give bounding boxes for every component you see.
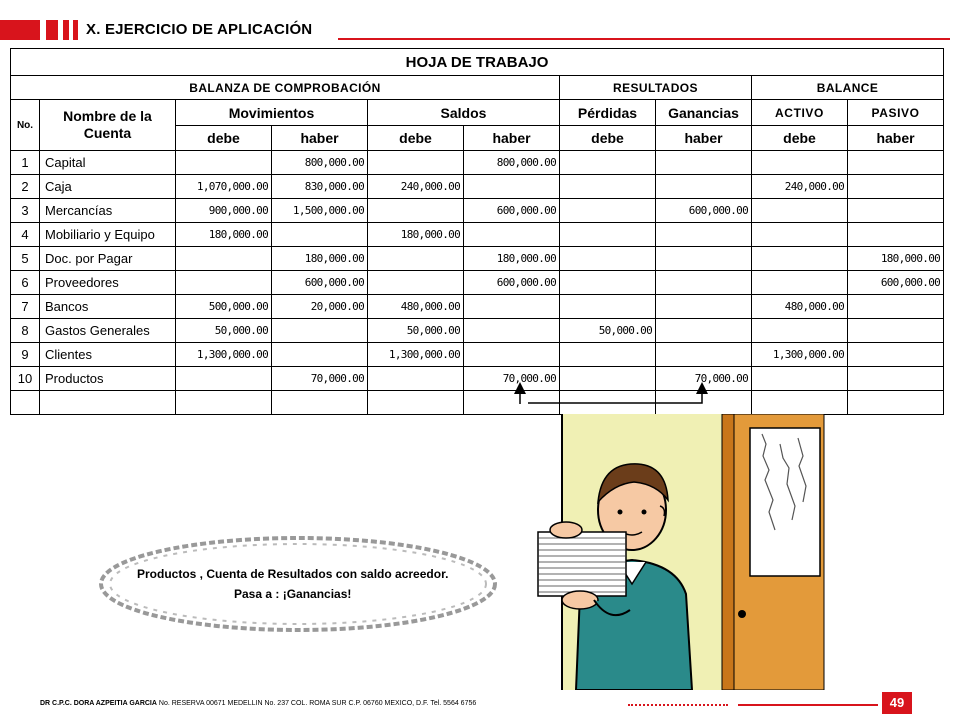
cell-ganancias <box>656 151 752 175</box>
accent-bar <box>63 20 69 40</box>
cell-sal-haber: 800,000.00 <box>464 151 560 175</box>
table-row <box>11 391 944 415</box>
row-number: 2 <box>11 175 40 199</box>
cell-pasivo <box>848 175 944 199</box>
cell-activo <box>752 391 848 415</box>
door-window <box>750 428 820 576</box>
account-name: Productos <box>40 367 176 391</box>
row-number: 5 <box>11 247 40 271</box>
cell-sal-debe <box>368 151 464 175</box>
callout-line1: Productos , Cuenta de Resultados con saldo acreedor. <box>137 567 449 581</box>
cell-pasivo: 180,000.00 <box>848 247 944 271</box>
cell-ganancias: 70,000.00 <box>656 367 752 391</box>
cell-activo <box>752 223 848 247</box>
col-saldos-header: Saldos <box>368 100 560 126</box>
group-balanza: BALANZA DE COMPROBACIÓN <box>11 76 560 100</box>
cell-perdidas <box>560 391 656 415</box>
cell-perdidas <box>560 199 656 223</box>
cell-mov-haber <box>272 223 368 247</box>
table-row <box>11 223 944 247</box>
cell-mov-haber: 70,000.00 <box>272 367 368 391</box>
cell-activo: 240,000.00 <box>752 175 848 199</box>
cell-mov-haber: 800,000.00 <box>272 151 368 175</box>
col-movimientos-header: Movimientos <box>176 100 368 126</box>
cell-perdidas: 50,000.00 <box>560 319 656 343</box>
cell-perdidas <box>560 151 656 175</box>
table-row <box>11 295 944 319</box>
group-balance: BALANCE <box>752 76 944 100</box>
cell-activo <box>752 319 848 343</box>
footer-rule <box>738 704 878 706</box>
header-accent-bars <box>0 20 80 40</box>
cell-sal-haber <box>464 295 560 319</box>
cell-pasivo: 600,000.00 <box>848 271 944 295</box>
account-name: Clientes <box>40 343 176 367</box>
account-name <box>40 391 176 415</box>
cell-ganancias: 600,000.00 <box>656 199 752 223</box>
cell-ganancias <box>656 295 752 319</box>
cell-pasivo <box>848 295 944 319</box>
accent-bar <box>0 20 40 40</box>
cell-sal-debe <box>368 199 464 223</box>
cell-perdidas <box>560 247 656 271</box>
col-no-header: No. <box>11 100 40 151</box>
cell-mov-debe <box>176 151 272 175</box>
eye-icon <box>618 510 623 515</box>
cell-sal-haber: 70,000.00 <box>464 367 560 391</box>
col-activo-header: ACTIVO <box>752 100 848 126</box>
cell-sal-haber: 180,000.00 <box>464 247 560 271</box>
table-row <box>11 271 944 295</box>
door-frame-left <box>722 414 734 690</box>
cell-activo <box>752 199 848 223</box>
table-row <box>11 343 944 367</box>
cell-perdidas <box>560 223 656 247</box>
table-row <box>11 151 944 175</box>
cell-mov-debe <box>176 271 272 295</box>
account-name: Mobiliario y Equipo <box>40 223 176 247</box>
cell-mov-debe: 180,000.00 <box>176 223 272 247</box>
cell-ganancias <box>656 247 752 271</box>
worksheet-title: HOJA DE TRABAJO <box>11 49 944 76</box>
footer-dotted-rule <box>628 704 728 706</box>
account-name: Bancos <box>40 295 176 319</box>
col-debe-header: debe <box>176 126 272 151</box>
col-haber-header: haber <box>848 126 944 151</box>
hand-shape <box>550 522 582 538</box>
cell-sal-haber <box>464 175 560 199</box>
cell-activo <box>752 247 848 271</box>
col-haber-header: haber <box>272 126 368 151</box>
cell-sal-debe: 480,000.00 <box>368 295 464 319</box>
account-name: Capital <box>40 151 176 175</box>
cell-mov-haber <box>272 343 368 367</box>
cell-mov-debe <box>176 247 272 271</box>
cell-mov-debe: 500,000.00 <box>176 295 272 319</box>
table-row <box>11 367 944 391</box>
col-debe-header: debe <box>752 126 848 151</box>
group-resultados: RESULTADOS <box>560 76 752 100</box>
cell-mov-haber: 1,500,000.00 <box>272 199 368 223</box>
cell-ganancias <box>656 175 752 199</box>
cell-ganancias <box>656 391 752 415</box>
cell-mov-haber: 180,000.00 <box>272 247 368 271</box>
cell-activo: 1,300,000.00 <box>752 343 848 367</box>
col-perdidas-header: Pérdidas <box>560 100 656 126</box>
cell-mov-debe: 1,070,000.00 <box>176 175 272 199</box>
row-number: 1 <box>11 151 40 175</box>
row-number: 10 <box>11 367 40 391</box>
row-number: 3 <box>11 199 40 223</box>
cell-pasivo <box>848 151 944 175</box>
col-haber-header: haber <box>656 126 752 151</box>
cell-pasivo <box>848 367 944 391</box>
accent-bar <box>46 20 58 40</box>
eye-icon <box>642 510 647 515</box>
cell-sal-debe <box>368 391 464 415</box>
cell-sal-haber <box>464 319 560 343</box>
cell-pasivo <box>848 391 944 415</box>
row-number <box>11 391 40 415</box>
cell-ganancias <box>656 319 752 343</box>
section-title: X. EJERCICIO DE APLICACIÓN <box>86 21 313 38</box>
cell-activo <box>752 271 848 295</box>
footer-details: No. RESERVA 00671 MEDELLIN No. 237 COL. ROMA SUR C.P. 06760 MEXICO, D.F. Tel. 5564 6756 <box>158 700 477 707</box>
worksheet-table <box>10 48 944 415</box>
cell-mov-haber: 600,000.00 <box>272 271 368 295</box>
account-name: Proveedores <box>40 271 176 295</box>
cell-mov-haber <box>272 391 368 415</box>
cell-activo <box>752 367 848 391</box>
cell-sal-debe: 1,300,000.00 <box>368 343 464 367</box>
cell-perdidas <box>560 367 656 391</box>
cell-mov-debe: 1,300,000.00 <box>176 343 272 367</box>
row-number: 7 <box>11 295 40 319</box>
cell-sal-debe <box>368 367 464 391</box>
cell-mov-haber <box>272 319 368 343</box>
account-name: Doc. por Pagar <box>40 247 176 271</box>
row-number: 6 <box>11 271 40 295</box>
cell-pasivo <box>848 319 944 343</box>
cell-mov-haber: 20,000.00 <box>272 295 368 319</box>
cell-sal-haber: 600,000.00 <box>464 271 560 295</box>
cell-ganancias <box>656 271 752 295</box>
table-row <box>11 175 944 199</box>
callout-line2: Pasa a : ¡Ganancias! <box>234 587 352 601</box>
table-row <box>11 247 944 271</box>
hand-shape <box>562 591 598 609</box>
cell-sal-debe: 240,000.00 <box>368 175 464 199</box>
worksheet-body <box>11 151 944 415</box>
col-ganancias-header: Ganancias <box>656 100 752 126</box>
col-nombre-label: Nombre de la Cuenta <box>63 108 152 141</box>
col-pasivo-header: PASIVO <box>848 100 944 126</box>
cell-sal-debe: 180,000.00 <box>368 223 464 247</box>
cell-perdidas <box>560 343 656 367</box>
cell-sal-haber <box>464 391 560 415</box>
cell-pasivo <box>848 199 944 223</box>
table-row <box>11 199 944 223</box>
cell-sal-debe <box>368 247 464 271</box>
cell-activo: 480,000.00 <box>752 295 848 319</box>
cell-ganancias <box>656 223 752 247</box>
account-name: Mercancías <box>40 199 176 223</box>
row-number: 9 <box>11 343 40 367</box>
cell-mov-debe <box>176 391 272 415</box>
cell-activo <box>752 151 848 175</box>
cell-mov-debe <box>176 367 272 391</box>
cell-mov-debe: 900,000.00 <box>176 199 272 223</box>
cell-sal-debe: 50,000.00 <box>368 319 464 343</box>
cell-sal-haber: 600,000.00 <box>464 199 560 223</box>
cell-ganancias <box>656 343 752 367</box>
cell-sal-debe <box>368 271 464 295</box>
cell-pasivo <box>848 343 944 367</box>
page-number: 49 <box>882 692 912 714</box>
row-number: 8 <box>11 319 40 343</box>
clerk-illustration <box>510 414 830 690</box>
cell-perdidas <box>560 295 656 319</box>
cell-mov-debe: 50,000.00 <box>176 319 272 343</box>
col-nombre-header <box>40 100 176 151</box>
cell-mov-haber: 830,000.00 <box>272 175 368 199</box>
table-row <box>11 319 944 343</box>
col-debe-header: debe <box>368 126 464 151</box>
paper-stack-icon <box>538 532 626 596</box>
accent-bar <box>73 20 78 40</box>
footer-author: DR C.P.C. DORA AZPEITIA GARCIA <box>40 700 157 707</box>
footer-text <box>40 700 476 707</box>
col-haber-header: haber <box>464 126 560 151</box>
callout-ellipse <box>96 532 500 636</box>
row-number: 4 <box>11 223 40 247</box>
doorknob-icon <box>738 610 746 618</box>
cell-sal-haber <box>464 223 560 247</box>
cell-perdidas <box>560 271 656 295</box>
cell-perdidas <box>560 175 656 199</box>
account-name: Gastos Generales <box>40 319 176 343</box>
cell-pasivo <box>848 223 944 247</box>
title-rule <box>338 38 950 40</box>
account-name: Caja <box>40 175 176 199</box>
col-debe-header: debe <box>560 126 656 151</box>
cell-sal-haber <box>464 343 560 367</box>
